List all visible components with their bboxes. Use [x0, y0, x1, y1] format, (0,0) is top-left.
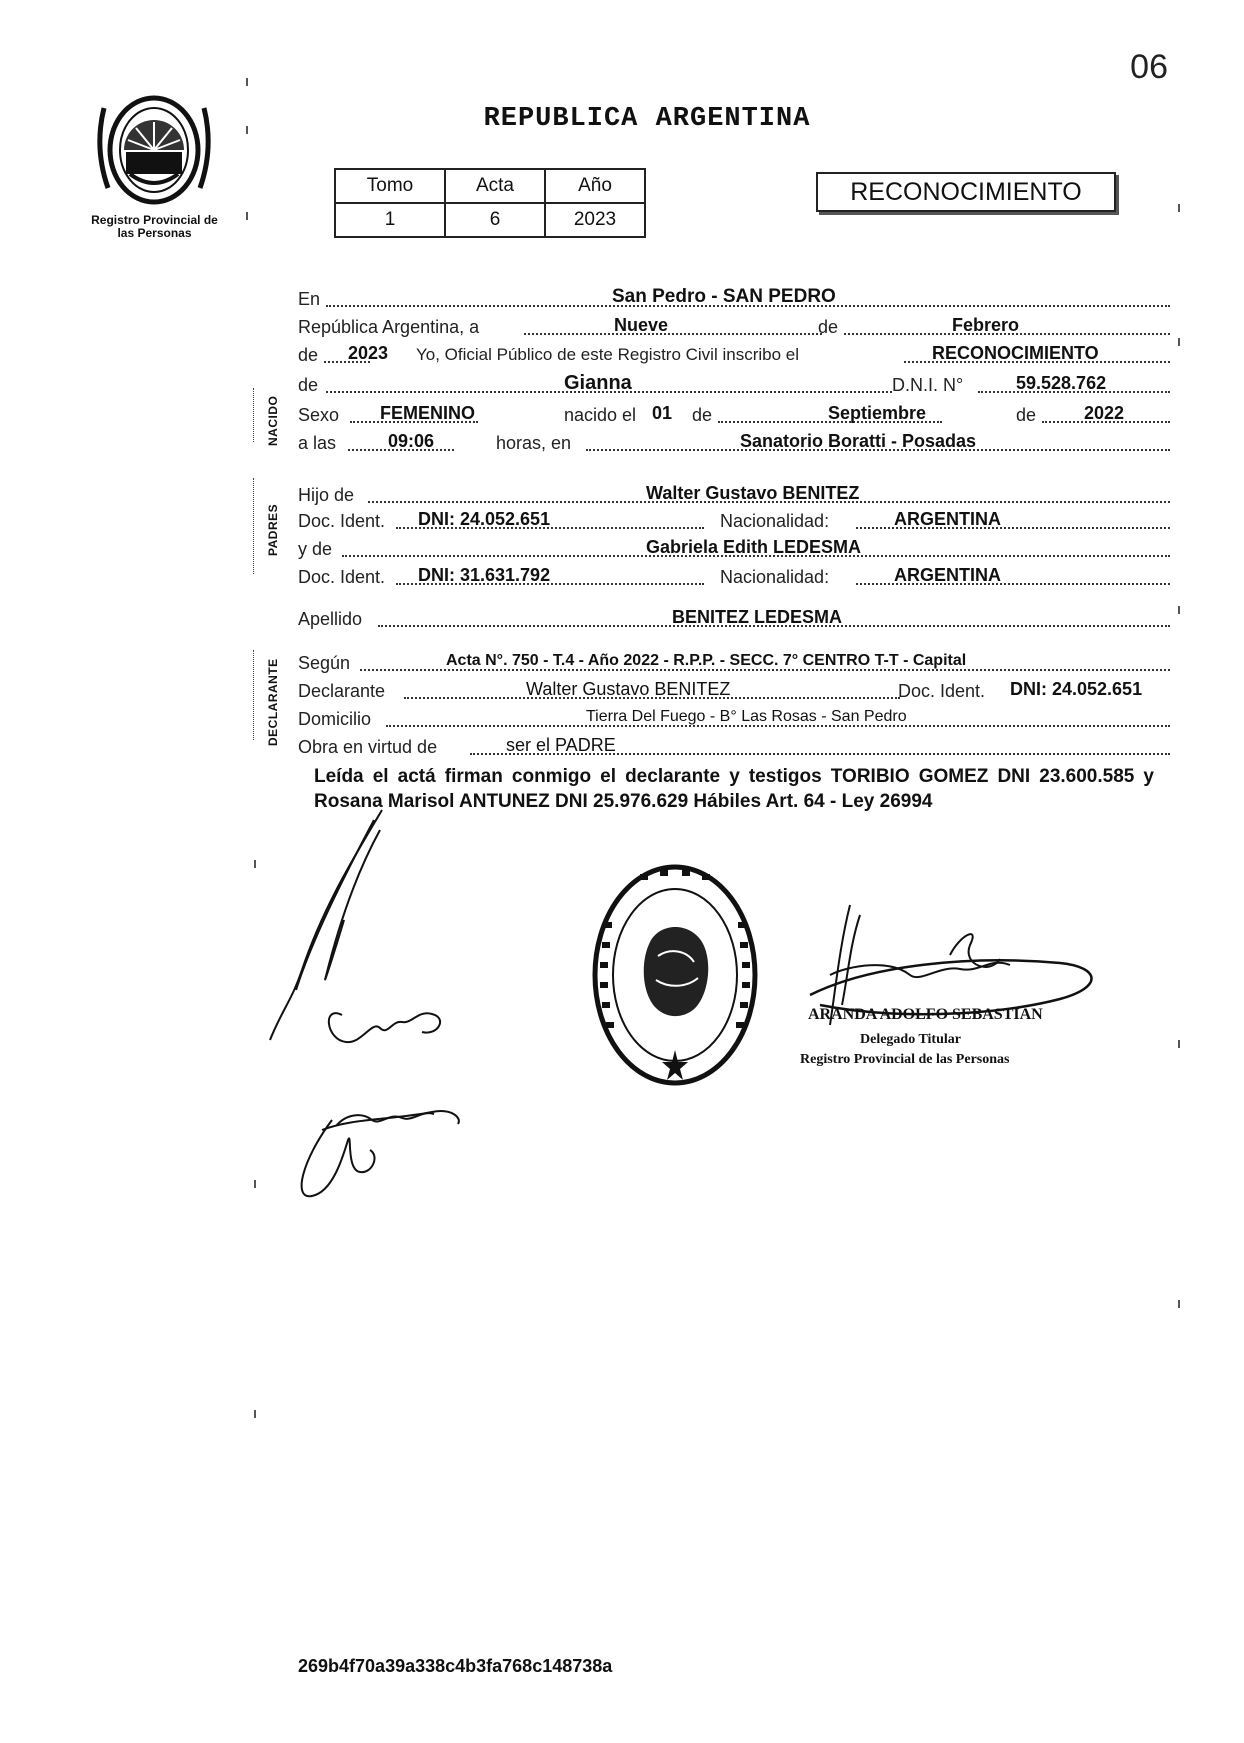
act-type-value: RECONOCIMIENTO [932, 343, 1099, 363]
row-declarant [298, 676, 1170, 702]
witness-signatures [262, 800, 492, 1220]
official-seal [590, 862, 760, 1088]
registry-name: Registro Provincial de las Personas [91, 213, 218, 240]
child-dni-value: 59.528.762 [1016, 373, 1107, 393]
child-name-value: Gianna [564, 372, 632, 394]
margin-mark [246, 126, 248, 134]
segun-label: Según [298, 653, 351, 673]
record-number-table [334, 168, 646, 238]
margin-mark [1178, 1300, 1180, 1308]
de4-label: de [692, 405, 713, 425]
margin-mark [1178, 204, 1180, 212]
apellido-label: Apellido [298, 609, 363, 629]
tomo-header: Tomo [335, 169, 445, 203]
margin-mark [254, 1180, 256, 1188]
virtue-value: ser el PADRE [506, 735, 616, 755]
margin-mark [254, 860, 256, 868]
father-name-value: Walter Gustavo BENITEZ [646, 483, 860, 503]
domicilio-label: Domicilio [298, 709, 372, 729]
row-virtue [298, 732, 1170, 758]
official-text: Yo, Oficial Público de este Registro Civil inscribo el [416, 345, 799, 364]
according-to-value: Acta N°. 750 - T.4 - Año 2022 - R.P.P. - SECC. 7° CENTRO T-T - Capital [446, 652, 967, 669]
mother-doc-value: DNI: 31.631.792 [418, 565, 551, 585]
sexo-label: Sexo [298, 405, 340, 425]
de3-label: de [298, 375, 319, 395]
nacido-divider [253, 388, 254, 442]
margin-mark [254, 1410, 256, 1418]
doc3-label: Doc. Ident. [898, 681, 986, 701]
birth-time-value: 09:06 [388, 431, 435, 451]
acta-value: 6 [445, 203, 545, 237]
row-father-doc [298, 506, 1170, 532]
nacido-label: nacido el [564, 405, 637, 425]
hijo-label: Hijo de [298, 485, 355, 505]
doc-label: Doc. Ident. [298, 511, 386, 531]
row-mother [298, 534, 1170, 560]
horas-label: horas, en [496, 433, 572, 453]
dotted-line [524, 333, 822, 335]
section-label-nacido: NACIDO [266, 395, 280, 446]
doc2-label: Doc. Ident. [298, 567, 386, 587]
de2-label: de [298, 345, 319, 365]
mother-nationality-value: ARGENTINA [894, 565, 1001, 585]
obra-label: Obra en virtud de [298, 737, 438, 757]
sex-value: FEMENINO [380, 403, 476, 423]
nac-label: Nacionalidad: [720, 511, 830, 531]
father-doc-value: DNI: 24.052.651 [418, 509, 551, 529]
row-father [298, 480, 1170, 506]
margin-mark [1178, 1040, 1180, 1048]
row-child-name [298, 370, 1170, 396]
declarant-doc-value: DNI: 24.052.651 [1010, 679, 1143, 699]
margin-mark [246, 78, 248, 86]
day-value: Nueve [614, 315, 669, 335]
section-label-declarante: DECLARANTE [266, 658, 280, 746]
acta-header: Acta [445, 169, 545, 203]
year-value: 2023 [348, 343, 389, 363]
de5-label: de [1016, 405, 1037, 425]
row-birth [298, 400, 1170, 426]
margin-mark [246, 212, 248, 220]
row-act-type [298, 340, 1170, 366]
month-value: Febrero [952, 315, 1020, 335]
document-type-box: RECONOCIMIENTO [816, 172, 1116, 212]
nac2-label: Nacionalidad: [720, 567, 830, 587]
row-birth-place [298, 428, 1170, 454]
place-value: San Pedro - SAN PEDRO [612, 286, 836, 307]
page-number: 06 [1130, 48, 1168, 86]
mother-name-value: Gabriela Edith LEDESMA [646, 537, 862, 557]
father-nationality-value: ARGENTINA [894, 509, 1001, 529]
anio-value: 2023 [545, 203, 645, 237]
birth-year-value: 2022 [1084, 403, 1125, 423]
official-name: ARANDA ADOLFO SEBASTIAN [808, 1006, 1043, 1023]
section-label-padres: PADRES [266, 503, 280, 556]
republica-label: República Argentina, a [298, 317, 480, 337]
row-place [298, 284, 1170, 310]
birth-month-value: Septiembre [828, 403, 927, 423]
declarante-label: Declarante [298, 681, 386, 701]
document-hash: 269b4f70a39a338c4b3fa768c148738a [298, 1656, 613, 1676]
yde-label: y de [298, 539, 333, 559]
declarante-divider [253, 650, 254, 740]
country-title: REPUBLICA ARGENTINA [483, 104, 811, 134]
official-title: Delegado Titular [860, 1032, 961, 1047]
birth-day-value: 01 [652, 403, 673, 423]
margin-mark [1178, 606, 1180, 614]
alas-label: a las [298, 433, 337, 453]
row-address [298, 704, 1170, 730]
padres-divider [253, 478, 254, 574]
birth-place-value: Sanatorio Boratti - Posadas [740, 431, 977, 451]
address-value: Tierra Del Fuego - B° Las Rosas - San Pedro [586, 708, 907, 725]
tomo-value: 1 [335, 203, 445, 237]
de-label: de [818, 317, 839, 337]
row-surname [298, 604, 1170, 630]
row-date [298, 312, 1170, 338]
official-department: Registro Provincial de las Personas [800, 1052, 1010, 1067]
declarant-value: Walter Gustavo BENITEZ [526, 679, 731, 699]
dni-label: D.N.I. N° [892, 375, 964, 395]
surname-value: BENITEZ LEDESMA [672, 607, 843, 627]
row-mother-doc [298, 562, 1170, 588]
en-label: En [298, 289, 321, 309]
margin-mark [1178, 338, 1180, 346]
row-according [298, 648, 1170, 674]
annotation-text: Leída el actá firman conmigo el declarante y testigos TORIBIO GOMEZ DNI 23.600.585 y Rosana Marisol ANTUNEZ DNI 25.976.629 Hábiles Art. 64 - Ley 26994 [314, 766, 1154, 812]
anio-header: Año [545, 169, 645, 203]
